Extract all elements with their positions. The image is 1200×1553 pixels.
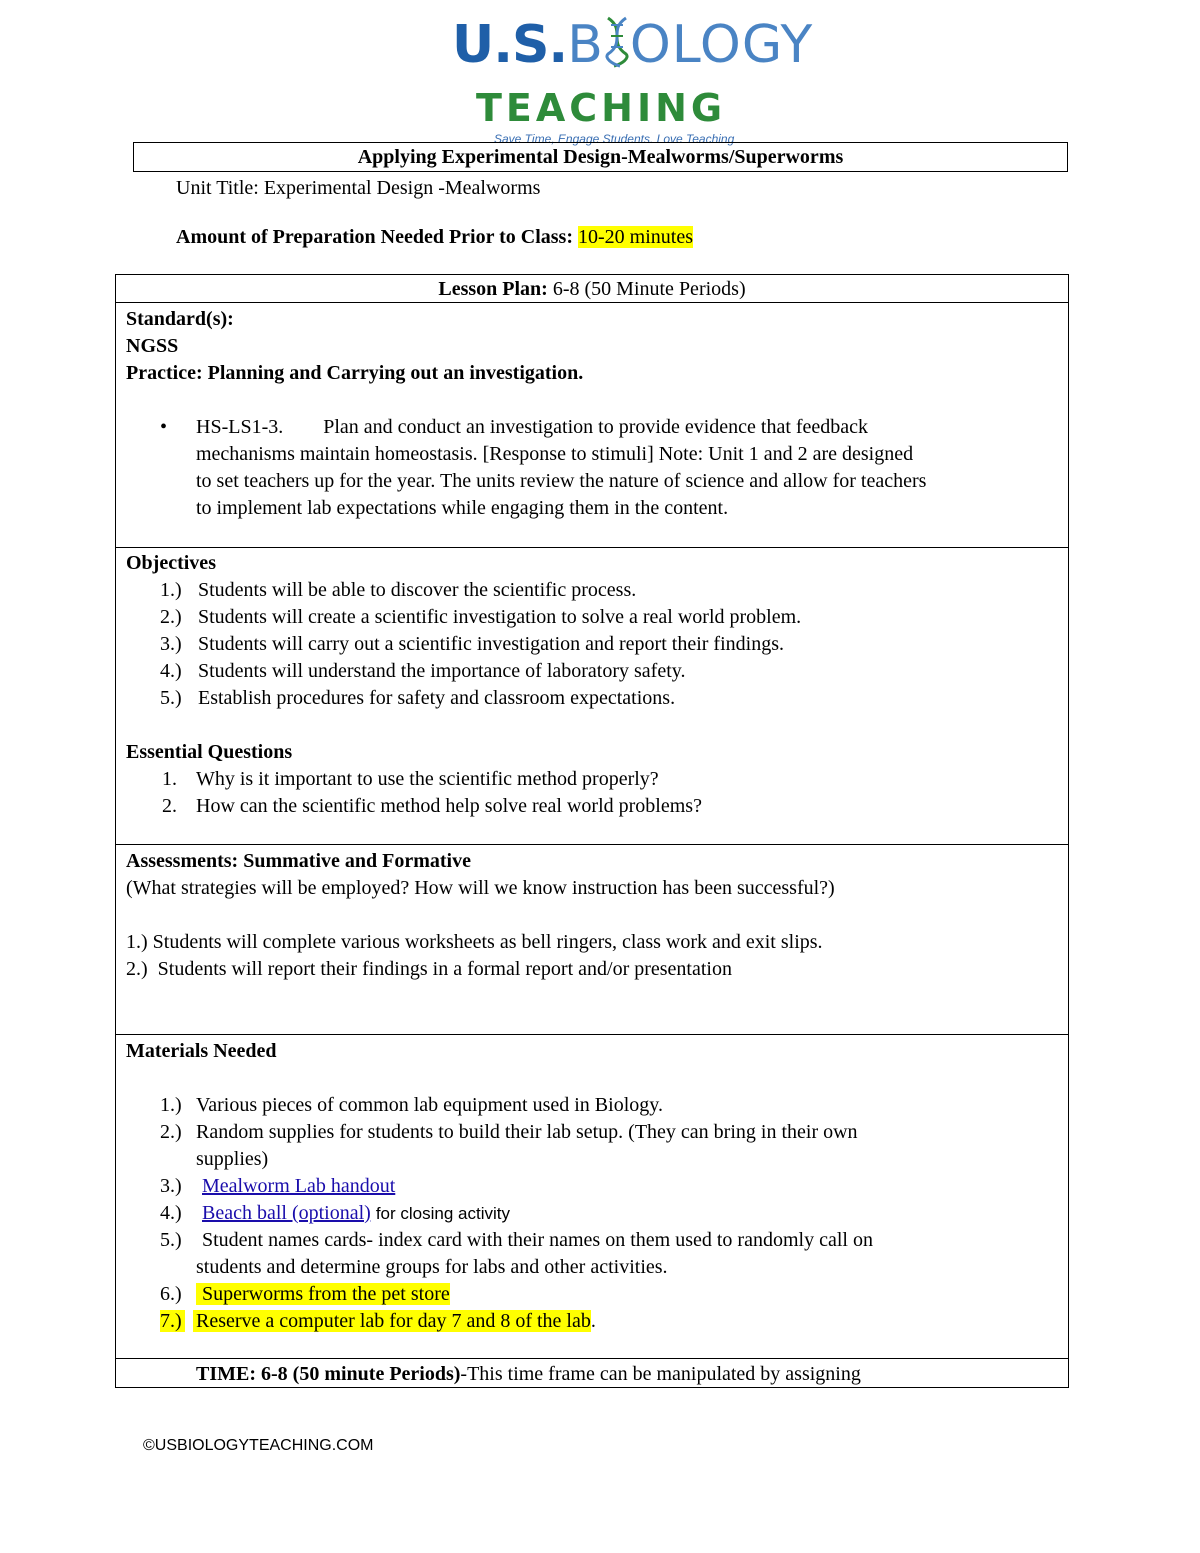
material-number: 1.) — [160, 1094, 182, 1116]
material-note: for closing activity — [375, 1204, 510, 1223]
dna-icon — [602, 16, 632, 68]
materials-cell — [116, 1035, 1068, 1359]
material-text — [193, 1308, 596, 1335]
essential-questions-heading: Essential Questions — [126, 741, 293, 763]
material-number: 2.) — [160, 1121, 182, 1143]
bullet-icon: • — [160, 416, 168, 438]
objective-number: 1.) — [160, 579, 182, 601]
mealworm-handout-link[interactable]: Mealworm Lab handout — [202, 1175, 396, 1197]
lesson-plan-row — [116, 275, 1068, 303]
objectives-heading: Objectives — [126, 552, 216, 574]
time-label: TIME: 6-8 (50 minute Periods) — [196, 1363, 461, 1385]
objective-number: 3.) — [160, 633, 182, 655]
highlighted-text: Superworms from the pet store — [196, 1283, 450, 1305]
standard-line: mechanisms maintain homeostasis. [Response to stimuli] Note: Unit 1 and 2 are designed — [196, 443, 914, 465]
footer-copyright: ©USBIOLOGYTEACHING.COM — [143, 1437, 374, 1454]
assessment-item: 2.) Students will report their findings in a formal report and/or presentation — [126, 958, 732, 980]
logo-b: B — [567, 15, 604, 75]
logo-ology: OLOGY — [629, 15, 814, 75]
assessment-item: 1.) Students will complete various worksheets as bell ringers, class work and exit slips. — [126, 931, 823, 953]
highlighted-text: Reserve a computer lab for day 7 and 8 of the lab — [193, 1310, 591, 1332]
assessments-cell — [116, 845, 1068, 1035]
logo-us: U.S. — [452, 15, 568, 75]
assessments-heading: Assessments: Summative and Formative — [126, 850, 471, 872]
material-text: students and determine groups for labs and other activities. — [196, 1256, 668, 1278]
standard-line: HS-LS1-3. Plan and conduct an investigation to provide evidence that feedback — [196, 416, 869, 438]
objective-text: Students will understand the importance of laboratory safety. — [198, 660, 686, 682]
logo-wordmark — [452, 14, 813, 76]
prep-value: 10-20 minutes — [578, 226, 693, 248]
material-text: Various pieces of common lab equipment used in Biology. — [196, 1094, 663, 1116]
time-line — [196, 1361, 861, 1388]
page-title: Applying Experimental Design-Mealworms/Superworms — [133, 142, 1068, 172]
material-number: 6.) — [160, 1283, 182, 1305]
material-number — [160, 1308, 185, 1335]
beach-ball-link[interactable]: Beach ball (optional) — [202, 1202, 371, 1224]
objective-text: Establish procedures for safety and classroom expectations. — [198, 687, 676, 709]
material-text: Student names cards- index card with their names on them used to randomly call on — [202, 1229, 873, 1251]
logo — [452, 14, 814, 146]
question-text: How can the scientific method help solve real world problems? — [196, 795, 702, 817]
question-number: 2. — [162, 795, 177, 817]
material-number: 4.) — [160, 1202, 182, 1224]
lesson-plan-label: Lesson Plan: — [438, 278, 548, 300]
lesson-plan-value: 6-8 (50 Minute Periods) — [552, 278, 746, 300]
logo-tagline: Save Time, Engage Students. Love Teaching — [494, 132, 735, 146]
objective-number: 5.) — [160, 687, 182, 709]
objectives-cell — [116, 548, 1068, 845]
material-text — [202, 1200, 510, 1227]
standards-heading: Standard(s): — [126, 308, 234, 330]
objective-number: 2.) — [160, 606, 182, 628]
material-text: supplies) — [196, 1148, 269, 1170]
objective-text: Students will be able to discover the scientific process. — [198, 579, 637, 601]
standard-line: to set teachers up for the year. The units review the nature of science and allow for teachers — [196, 470, 927, 492]
question-text: Why is it important to use the scientific method properly? — [196, 768, 659, 790]
objective-text: Students will carry out a scientific investigation and report their findings. — [198, 633, 784, 655]
objective-number: 4.) — [160, 660, 182, 682]
materials-heading: Materials Needed — [126, 1040, 277, 1062]
logo-teaching: TEACHING — [476, 86, 727, 130]
material-period: . — [590, 1310, 596, 1332]
assessments-prompt: (What strategies will be employed? How will we know instruction has been successful?) — [126, 877, 835, 899]
unit-title: Unit Title: Experimental Design -Mealworms — [176, 177, 541, 199]
standards-cell — [116, 303, 1068, 548]
material-text: Random supplies for students to build their lab setup. (They can bring in their own — [196, 1121, 858, 1143]
lesson-table — [115, 274, 1069, 1388]
material-number: 5.) — [160, 1229, 182, 1251]
objective-text: Students will create a scientific investigation to solve a real world problem. — [198, 606, 802, 628]
material-number: 3.) — [160, 1175, 182, 1197]
standard-line: to implement lab expectations while engaging them in the content. — [196, 497, 729, 519]
material-text — [196, 1281, 450, 1308]
prep-line — [176, 223, 693, 251]
time-text: -This time frame can be manipulated by assigning — [460, 1363, 861, 1385]
highlighted-number: 7.) — [160, 1310, 185, 1332]
prep-label: Amount of Preparation Needed Prior to Class: — [176, 226, 573, 248]
question-number: 1. — [162, 768, 177, 790]
time-cell — [116, 1359, 1068, 1389]
standards-practice: Practice: Planning and Carrying out an investigation. — [126, 362, 584, 384]
standards-framework: NGSS — [126, 335, 179, 357]
